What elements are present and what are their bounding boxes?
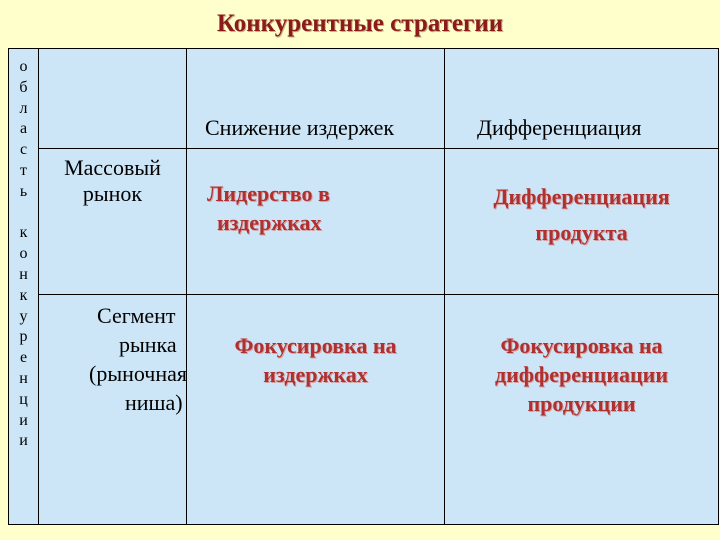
row-label-line: Массовый bbox=[64, 155, 161, 180]
cell-line: издержках bbox=[217, 210, 322, 235]
vertical-letter bbox=[9, 203, 38, 224]
vertical-letter: е bbox=[19, 349, 28, 367]
cell-line: дифференциации bbox=[494, 362, 669, 387]
cell-line: издержках bbox=[263, 362, 368, 387]
cell-line: продукции bbox=[527, 391, 636, 416]
vertical-letter: у bbox=[19, 307, 28, 325]
vertical-letter: к bbox=[19, 224, 28, 242]
vertical-letter: о bbox=[19, 58, 28, 75]
cell-product-differentiation bbox=[445, 149, 719, 295]
vertical-letter: и bbox=[19, 411, 28, 429]
cell-cost-focus bbox=[187, 295, 445, 525]
vertical-letter: о bbox=[19, 245, 28, 263]
corner-cell bbox=[39, 49, 187, 149]
vertical-letter: н bbox=[19, 265, 28, 283]
vertical-letter: а bbox=[19, 120, 28, 138]
row-label-line: рынок bbox=[82, 181, 143, 206]
slide-title: Конкурентные стратегии bbox=[216, 10, 504, 37]
vertical-letter: б bbox=[19, 78, 28, 96]
cell-line: Дифференциация bbox=[493, 184, 670, 209]
vertical-letter: и bbox=[19, 432, 28, 450]
vertical-letter: р bbox=[19, 328, 28, 346]
cell-line: Фокусировка на bbox=[234, 333, 397, 358]
vertical-letter: л bbox=[19, 99, 28, 117]
vertical-letter: ц bbox=[19, 390, 28, 408]
strategy-matrix bbox=[8, 48, 719, 525]
row-label-line: рынка bbox=[119, 332, 177, 357]
cell-line: продукта bbox=[535, 220, 628, 245]
row-label-line: (рыночная bbox=[89, 361, 188, 386]
cell-line: Лидерство в bbox=[207, 181, 330, 206]
row-label-line: ниша) bbox=[125, 390, 183, 415]
header-differentiation: Дифференциация bbox=[477, 115, 642, 140]
header-cost: Снижение издержек bbox=[205, 115, 395, 140]
vertical-letter: ь bbox=[19, 182, 28, 200]
cell-differentiation-focus bbox=[445, 295, 719, 525]
row-label-line: Сегмент bbox=[97, 303, 176, 328]
row-label-market-segment bbox=[39, 295, 187, 525]
header-cell-diff bbox=[445, 49, 719, 149]
vertical-letter: н bbox=[19, 369, 28, 387]
cell-line: Фокусировка на bbox=[500, 333, 663, 358]
row-label-mass-market bbox=[39, 149, 187, 295]
vertical-label-column bbox=[9, 49, 39, 525]
header-cell-cost bbox=[187, 49, 445, 149]
vertical-letter: с bbox=[19, 141, 28, 159]
vertical-letter: к bbox=[19, 286, 28, 304]
vertical-letter: т bbox=[20, 161, 27, 179]
cell-cost-leadership bbox=[187, 149, 445, 295]
